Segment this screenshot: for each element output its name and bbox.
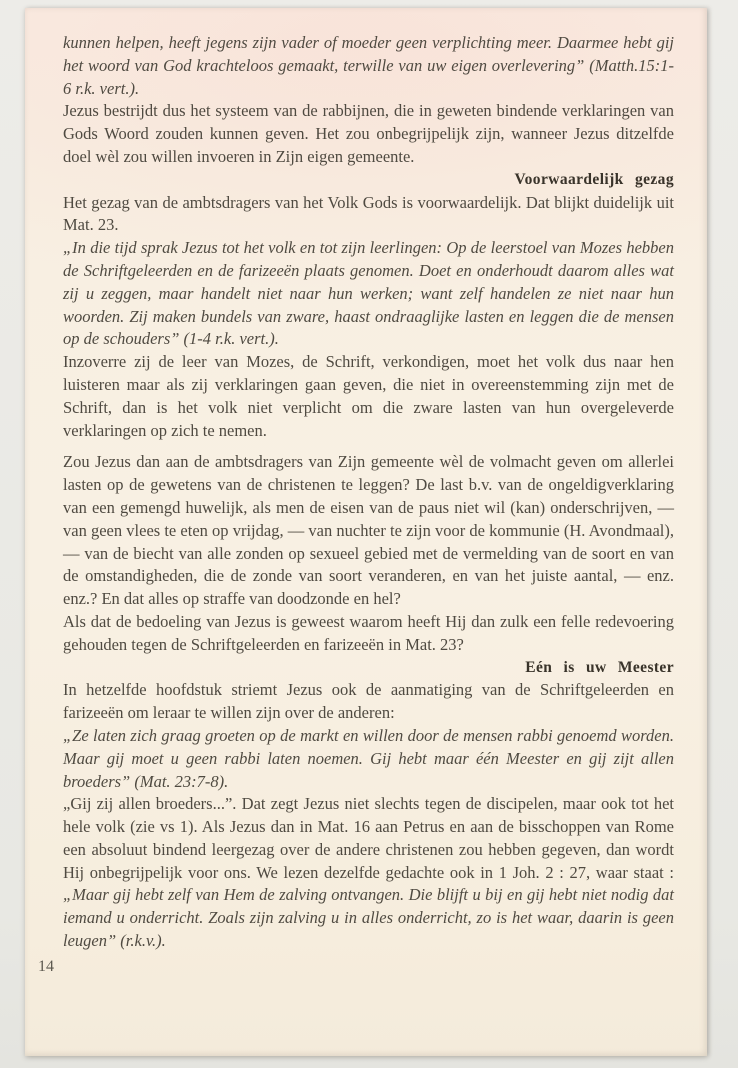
scripture-quote-mat23-7-8: „Ze laten zich graag groeten op de markt en willen door de mensen rabbi genoemd worden. Maar gij moet u geen rabbi laten noemen. Gij hebt maar één Meester en gij zijt allen broeders” (Mat. 23:7-8). bbox=[63, 725, 674, 791]
book-page bbox=[25, 8, 707, 1056]
paragraph-gij-zij-allen-broeders bbox=[63, 793, 674, 953]
paragraph-inzoverre: Inzoverre zij de leer van Mozes, de Schrift, verkondigen, moet het volk dus naar hen luisteren maar als zij verklaringen gaan geven, die niet in overeenstemming zijn met de Schrift, dan is het volk niet verplicht om die zware lasten van hun overgeleverde verklaringen op zich te nemen. bbox=[63, 352, 674, 440]
scripture-quote-mat23-1-4: „In die tijd sprak Jezus tot het volk en tot zijn leerlingen: Op de leerstoel van Mozes hebben de Schriftgeleerden en de farizeeën plaats genomen. Doet en onderhoudt daarom alles wat zij u zeggen, maar handelt niet naar hun werken; want zelf handelen ze niet naar hun woorden. Zij maken bundels van zware, haast ondraaglijke lasten en leggen die de mensen op de schouders” (1-4 r.k. vert.). bbox=[63, 238, 674, 349]
paragraph-continuation-quote-matth15: kunnen helpen, heeft jegens zijn vader of moeder geen verplichting meer. Daarmee hebt gij het woord van God krachteloos gemaakt, terwille van uw eigen overlevering” (Matth.15:1-6 r.k. vert.). bbox=[63, 33, 674, 98]
section-heading-voorwaardelijk-gezag: Voorwaardelijk gezag bbox=[514, 170, 674, 188]
segment-roman-text: „Gij zij allen broeders...”. Dat zegt Jezus niet slechts tegen de discipelen, maar ook tot het hele volk (zie vs 1). Als Jezus dan in Mat. 16 aan Petrus en aan de bisschoppen van Rome een absoluut bindend leergezag over de andere christenen zou hebben gegeven, dan wordt Hij onbegrijpelijk voor ons. We lezen dezelfde gedachte ook in 1 Joh. 2 : 27, waar staat : bbox=[63, 794, 674, 882]
paragraph-zou-jezus: Zou Jezus dan aan de ambtsdragers van Zijn gemeente wèl de volmacht geven om allerlei lasten op de gewetens van de christenen te leggen? De last b.v. van de ongeldigverklaring van een gemengd huwelijk, als men de eisen van de paus niet wil (kan) onderschrijven, — van geen vlees te eten op vrijdag, — van nuchter te zijn voor de kommunie (H. Avondmaal), — van de biecht van alle zonden op sexueel gebied met de vermelding van de soort en van de omstandigheden, die de zonde van soort veranderen, en van het juiste aantal, — enz. enz.? En dat alles op straffe van doodzonde en hel? bbox=[63, 452, 674, 609]
paragraph-het-gezag: Het gezag van de ambtsdragers van het Volk Gods is voorwaardelijk. Dat blijkt duidelijk uit Mat. 23. bbox=[63, 192, 674, 235]
paragraph-als-dat: Als dat de bedoeling van Jezus is geweest waarom heeft Hij dan zulk een felle redevoering gehouden tegen de Schriftgeleerden en farizeeën in Mat. 23? bbox=[63, 611, 674, 654]
paragraph-in-hetzelfde-hoofdstuk: In hetzelfde hoofdstuk striemt Jezus ook de aanmatiging van de Schriftgeleerden en farizeeën om leraar te willen zijn over de anderen: bbox=[63, 680, 674, 723]
segment-scripture-quote-1joh2-27: „Maar gij hebt zelf van Hem de zalving ontvangen. Die blijft u bij en gij hebt niet nodig dat iemand u onderricht. Zoals zijn zalving u in alles onderricht, zo is het waar, daarin is geen leugen” (r.k.v.). bbox=[63, 885, 674, 951]
page-number: 14 bbox=[38, 957, 54, 975]
page-text-block bbox=[38, 32, 674, 979]
section-heading-een-is-uw-meester: Eén is uw Meester bbox=[525, 658, 674, 676]
paragraph-jezus-bestrijdt: Jezus bestrijdt dus het systeem van de rabbijnen, die in geweten bindende verklaringen van Gods Woord zouden kunnen geven. Het zou onbegrijpelijk zijn, wanneer Jezus ditzelfde doel wèl zou willen invoeren in Zijn eigen gemeente. bbox=[63, 101, 674, 166]
